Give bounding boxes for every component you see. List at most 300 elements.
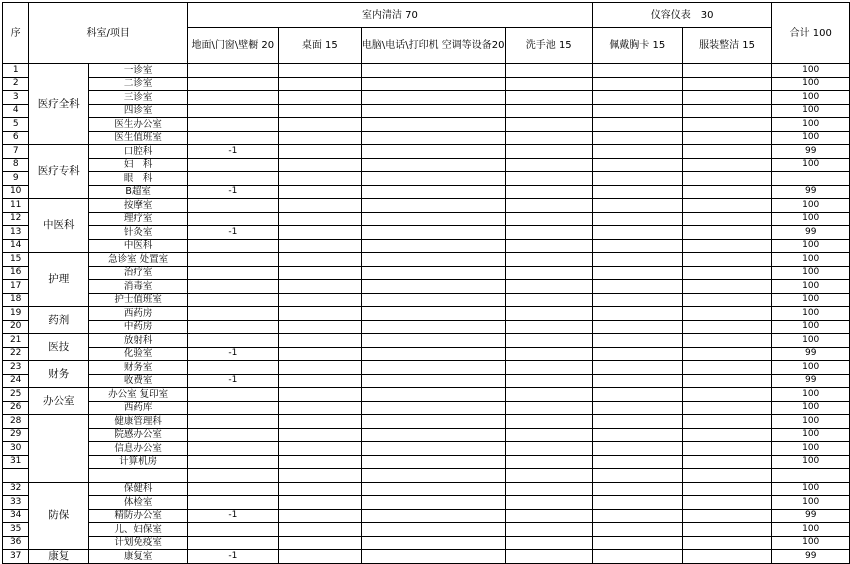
score-devices [361,64,505,78]
score-devices [361,199,505,213]
score-badge [592,199,682,213]
score-sink [505,482,592,496]
score-badge [592,266,682,280]
score-badge [592,226,682,240]
score-devices [361,550,505,564]
score-floor [188,172,279,186]
score-desk [278,536,361,550]
score-sink [505,280,592,294]
row-number: 33 [3,496,29,510]
room-name: 计算机房 [89,455,188,469]
score-badge [592,91,682,105]
score-sink [505,199,592,213]
score-sink [505,374,592,388]
score-total: 100 [772,131,850,145]
score-uniform [682,158,772,172]
department-name: 办公室 [29,388,89,415]
department-name: 财务 [29,361,89,388]
score-uniform [682,253,772,267]
score-sink [505,226,592,240]
score-devices [361,118,505,132]
score-floor [188,91,279,105]
score-desk [278,199,361,213]
score-floor [188,253,279,267]
score-total: 100 [772,239,850,253]
score-devices [361,253,505,267]
score-uniform [682,442,772,456]
score-uniform [682,320,772,334]
header-group-indoor: 室内清洁 70 [188,3,593,28]
score-sink [505,361,592,375]
table-row [3,550,850,564]
score-desk [278,455,361,469]
score-uniform [682,374,772,388]
score-desk [278,64,361,78]
score-devices [361,172,505,186]
row-number: 24 [3,374,29,388]
score-badge [592,442,682,456]
score-total: 100 [772,158,850,172]
score-sink [505,77,592,91]
table-row [3,509,850,523]
score-sink [505,172,592,186]
score-badge [592,388,682,402]
score-uniform [682,428,772,442]
table-row [3,91,850,105]
score-total: 100 [772,482,850,496]
score-uniform [682,104,772,118]
score-uniform [682,469,772,483]
score-uniform [682,266,772,280]
score-badge [592,550,682,564]
score-badge [592,280,682,294]
row-number: 34 [3,509,29,523]
score-badge [592,469,682,483]
table-row [3,158,850,172]
score-sink [505,307,592,321]
score-floor [188,334,279,348]
score-devices [361,509,505,523]
row-number: 9 [3,172,29,186]
score-devices [361,266,505,280]
score-desk [278,415,361,429]
header-col-desk: 桌面 15 [278,28,361,64]
score-devices [361,482,505,496]
table-row [3,415,850,429]
table-row [3,131,850,145]
table-row [3,361,850,375]
room-name: 医生值班室 [89,131,188,145]
row-number: 32 [3,482,29,496]
room-name: 医生办公室 [89,118,188,132]
room-name: 保健科 [89,482,188,496]
table-row [3,536,850,550]
score-sink [505,91,592,105]
score-sink [505,509,592,523]
table-row [3,199,850,213]
score-devices [361,91,505,105]
score-floor [188,428,279,442]
room-name: 一诊室 [89,64,188,78]
table-row [3,442,850,456]
room-name: 眼 科 [89,172,188,186]
score-total: 100 [772,415,850,429]
score-desk [278,266,361,280]
score-badge [592,509,682,523]
room-name: 西药库 [89,401,188,415]
score-desk [278,509,361,523]
table-row [3,401,850,415]
score-badge [592,77,682,91]
table-row [3,226,850,240]
score-desk [278,91,361,105]
score-uniform [682,334,772,348]
room-name: 办公室 复印室 [89,388,188,402]
table-row [3,212,850,226]
score-badge [592,145,682,159]
score-badge [592,64,682,78]
row-number: 26 [3,401,29,415]
score-uniform [682,131,772,145]
room-name: 中医科 [89,239,188,253]
table-row [3,64,850,78]
score-sink [505,388,592,402]
row-number: 16 [3,266,29,280]
score-desk [278,293,361,307]
row-number: 8 [3,158,29,172]
department-name [29,415,89,483]
score-floor [188,77,279,91]
table-row [3,320,850,334]
score-badge [592,347,682,361]
room-name: 急诊室 处置室 [89,253,188,267]
score-desk [278,550,361,564]
row-number: 1 [3,64,29,78]
score-sink [505,469,592,483]
score-floor [188,523,279,537]
score-desk [278,442,361,456]
room-name: 健康管理科 [89,415,188,429]
score-total: 100 [772,442,850,456]
row-number: 3 [3,91,29,105]
score-devices [361,496,505,510]
score-devices [361,239,505,253]
score-total: 100 [772,253,850,267]
score-uniform [682,415,772,429]
room-name: 放射科 [89,334,188,348]
score-desk [278,226,361,240]
score-sink [505,158,592,172]
score-badge [592,307,682,321]
score-floor [188,266,279,280]
score-floor [188,415,279,429]
score-uniform [682,361,772,375]
header-col-sink: 洗手池 15 [505,28,592,64]
score-devices [361,428,505,442]
score-devices [361,158,505,172]
table-row [3,266,850,280]
score-floor [188,158,279,172]
score-desk [278,388,361,402]
score-desk [278,131,361,145]
header-dept-item: 科室/项目 [29,3,188,64]
row-number: 31 [3,455,29,469]
room-name: 西药房 [89,307,188,321]
score-sink [505,536,592,550]
score-desk [278,496,361,510]
room-name: 精防办公室 [89,509,188,523]
score-table [2,2,850,564]
score-desk [278,239,361,253]
score-devices [361,293,505,307]
score-floor: -1 [188,550,279,564]
room-name: 康复室 [89,550,188,564]
score-floor: -1 [188,374,279,388]
score-floor [188,212,279,226]
score-desk [278,253,361,267]
score-devices [361,401,505,415]
room-name: 针灸室 [89,226,188,240]
score-sink [505,212,592,226]
score-total [772,469,850,483]
score-floor: -1 [188,509,279,523]
row-number: 28 [3,415,29,429]
score-badge [592,320,682,334]
score-sink [505,64,592,78]
score-total: 100 [772,77,850,91]
score-floor: -1 [188,347,279,361]
score-total: 100 [772,199,850,213]
score-total: 100 [772,212,850,226]
score-uniform [682,388,772,402]
score-devices [361,455,505,469]
score-desk [278,212,361,226]
row-number: 5 [3,118,29,132]
score-sink [505,455,592,469]
row-number: 30 [3,442,29,456]
table-row [3,253,850,267]
score-desk [278,172,361,186]
score-sink [505,428,592,442]
score-floor [188,401,279,415]
room-name: 治疗室 [89,266,188,280]
room-name: 中药房 [89,320,188,334]
score-total: 100 [772,280,850,294]
score-floor [188,131,279,145]
score-badge [592,455,682,469]
score-total: 99 [772,185,850,199]
score-uniform [682,145,772,159]
score-desk [278,374,361,388]
department-name: 防保 [29,482,89,550]
score-floor [188,199,279,213]
score-floor [188,442,279,456]
score-uniform [682,509,772,523]
score-total: 100 [772,307,850,321]
row-number: 18 [3,293,29,307]
score-desk [278,280,361,294]
score-uniform [682,482,772,496]
score-sink [505,320,592,334]
score-badge [592,401,682,415]
room-name: 消毒室 [89,280,188,294]
score-total [772,172,850,186]
table-row [3,77,850,91]
row-number: 22 [3,347,29,361]
score-floor [188,307,279,321]
score-devices [361,361,505,375]
score-devices [361,320,505,334]
table-row [3,428,850,442]
row-number: 35 [3,523,29,537]
score-total: 99 [772,226,850,240]
score-total: 100 [772,118,850,132]
score-floor [188,104,279,118]
score-total: 100 [772,91,850,105]
score-devices [361,442,505,456]
score-uniform [682,536,772,550]
score-floor [188,469,279,483]
score-badge [592,482,682,496]
room-name: B超室 [89,185,188,199]
score-badge [592,523,682,537]
header-col-uniform: 服装整洁 15 [682,28,772,64]
department-name: 医技 [29,334,89,361]
score-sink [505,401,592,415]
score-sink [505,185,592,199]
score-desk [278,307,361,321]
score-floor: -1 [188,185,279,199]
score-uniform [682,307,772,321]
score-uniform [682,293,772,307]
score-uniform [682,185,772,199]
row-number: 15 [3,253,29,267]
score-total: 100 [772,104,850,118]
score-floor [188,496,279,510]
score-uniform [682,455,772,469]
score-desk [278,77,361,91]
header-group-appearance: 仪容仪表 30 [592,3,772,28]
score-floor [188,455,279,469]
table-row [3,469,850,483]
table-row [3,334,850,348]
score-badge [592,334,682,348]
score-uniform [682,239,772,253]
room-name: 计划免疫室 [89,536,188,550]
score-uniform [682,226,772,240]
row-number: 13 [3,226,29,240]
score-uniform [682,64,772,78]
score-sink [505,496,592,510]
room-name: 四诊室 [89,104,188,118]
table-row [3,496,850,510]
score-devices [361,307,505,321]
table-row [3,482,850,496]
table-row [3,523,850,537]
score-uniform [682,91,772,105]
score-floor [188,239,279,253]
row-number: 10 [3,185,29,199]
score-sink [505,550,592,564]
room-name: 收费室 [89,374,188,388]
score-uniform [682,523,772,537]
row-number: 23 [3,361,29,375]
row-number: 12 [3,212,29,226]
score-sink [505,253,592,267]
score-devices [361,280,505,294]
table-row [3,118,850,132]
score-floor [188,118,279,132]
table-row [3,388,850,402]
score-uniform [682,199,772,213]
header-seq: 序 [3,3,29,64]
score-floor [188,280,279,294]
score-devices [361,77,505,91]
score-desk [278,482,361,496]
table-row [3,307,850,321]
score-total: 100 [772,388,850,402]
row-number: 37 [3,550,29,564]
room-name: 妇 科 [89,158,188,172]
score-devices [361,415,505,429]
table-row [3,145,850,159]
row-number: 36 [3,536,29,550]
score-total: 100 [772,361,850,375]
score-badge [592,496,682,510]
score-sink [505,118,592,132]
score-uniform [682,77,772,91]
score-devices [361,334,505,348]
score-total: 99 [772,145,850,159]
score-total: 99 [772,374,850,388]
score-devices [361,536,505,550]
score-devices [361,469,505,483]
score-badge [592,253,682,267]
room-name: 财务室 [89,361,188,375]
room-name: 理疗室 [89,212,188,226]
score-uniform [682,118,772,132]
table-row [3,239,850,253]
table-row [3,185,850,199]
header-col-badge: 佩戴胸卡 15 [592,28,682,64]
score-uniform [682,212,772,226]
score-total: 99 [772,509,850,523]
score-badge [592,374,682,388]
score-badge [592,212,682,226]
room-name: 体检室 [89,496,188,510]
row-number: 25 [3,388,29,402]
score-desk [278,320,361,334]
score-sink [505,347,592,361]
room-name: 按摩室 [89,199,188,213]
score-sink [505,239,592,253]
score-total: 100 [772,455,850,469]
table-row [3,172,850,186]
score-badge [592,361,682,375]
score-devices [361,131,505,145]
score-desk [278,118,361,132]
header-col-floor: 地面\门窗\壁橱 20 [188,28,279,64]
row-number: 19 [3,307,29,321]
room-name: 化验室 [89,347,188,361]
row-number: 14 [3,239,29,253]
row-number: 6 [3,131,29,145]
score-badge [592,131,682,145]
score-sink [505,145,592,159]
score-desk [278,523,361,537]
score-floor [188,64,279,78]
score-total: 100 [772,523,850,537]
